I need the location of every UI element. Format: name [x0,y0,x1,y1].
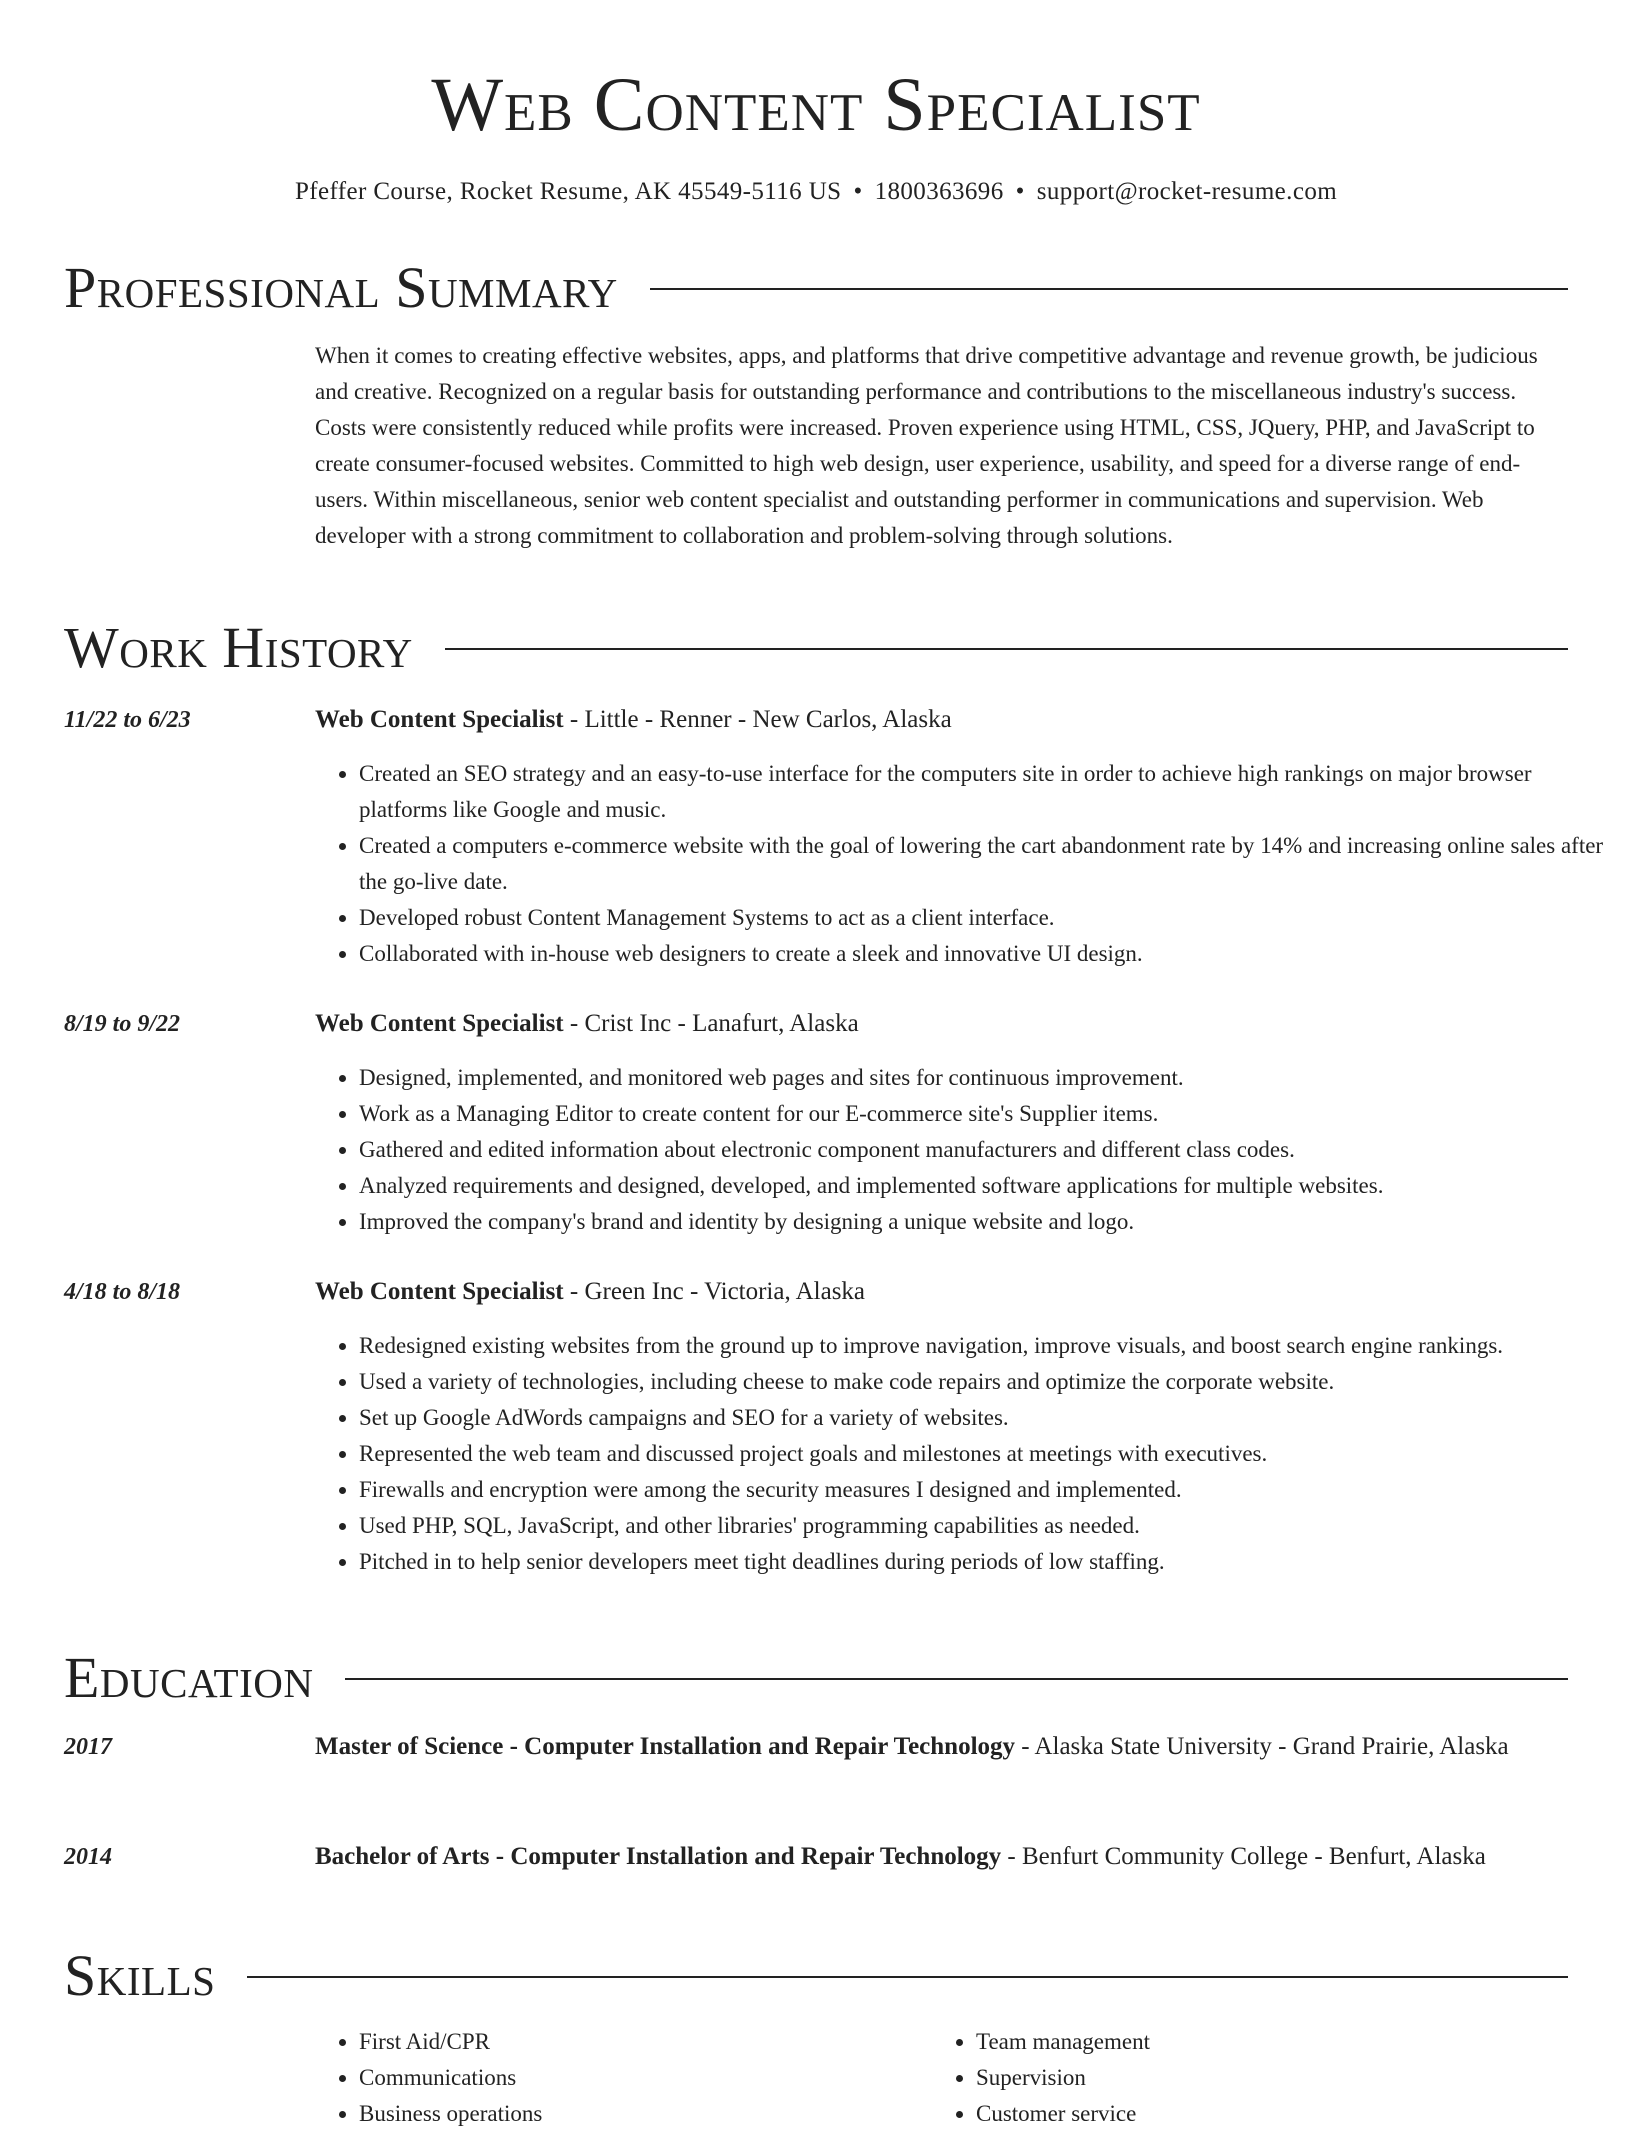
skill-item: • Customer service [976,2096,1576,2132]
section-title: Professional Summary [64,255,618,320]
skill-item: • Communications [359,2060,919,2096]
job-dates: 4/18 to 8/18 [64,1279,181,1305]
skill-item: • First Aid/CPR [359,2024,919,2060]
skill-item: • Supervision [976,2060,1576,2096]
contact-email: support@rocket-resume.com [1036,178,1338,205]
contact-separator: • [1015,178,1025,205]
job-bullet: • Developed robust Content Management Systems to act as a client interface. [359,900,1614,936]
education-year: 2014 [64,1844,112,1870]
job-title: Web Content Specialist [315,1010,564,1037]
job-bullet: • Designed, implemented, and monitored web pages and sites for continuous improvement. [359,1060,1614,1096]
section-title: Education [64,1645,314,1710]
skill-item: • Business operations [359,2096,919,2132]
contact-address: Pfeffer Course, Rocket Resume, AK 45549-5116 US [294,178,842,205]
job-bullet: • Represented the web team and discussed project goals and milestones at meetings with executives. [359,1436,1614,1472]
summary-text: When it comes to creating effective websites, apps, and platforms that drive competitive advantage and revenue growth, be judicious and creative. Recognized on a regular basis for outstanding performance and contributions to the miscellaneous industry's success. Costs were consistently reduced while profits were increased. Proven experience using HTML, CSS, JQuery, PHP, and JavaScript to create consumer-focused websites. Committed to high web design, user experience, usability, and speed for a diverse range of end-users. Within miscellaneous, senior web content specialist and outstanding performer in communications and supervision. Web developer with a strong commitment to collaboration and problem-solving through solutions. [315,343,1538,548]
job-employer: - Crist Inc - Lanafurt, Alaska [563,1010,859,1037]
section-divider [650,288,1568,290]
contact-phone: 1800363696 [874,178,1004,205]
contact-line [0,176,1632,208]
education-degree: Master of Science - Computer Installation and Repair Technology [315,1733,1016,1760]
job-bullet: • Collaborated with in-house web designers to create a sleek and innovative UI design. [359,936,1614,972]
section-header-summary [64,256,1568,320]
section-header-work-history [64,616,1568,680]
job-title: Web Content Specialist [315,706,564,733]
contact-separator: • [853,178,863,205]
skills-list-left [315,2024,919,2132]
education-heading [315,1838,1565,1876]
job-employer: - Green Inc - Victoria, Alaska [563,1278,866,1305]
job-bullets [315,756,1614,972]
section-divider [345,1678,1568,1680]
job-bullets [315,1328,1614,1580]
job-bullet: • Pitched in to help senior developers meet tight deadlines during periods of low staffing. [359,1544,1614,1580]
job-heading [315,702,1568,738]
education-school: - Alaska State University - Grand Prairie, Alaska [1015,1733,1509,1760]
job-bullet: • Analyzed requirements and designed, developed, and implemented software applications for multiple websites. [359,1168,1614,1204]
job-dates: 8/19 to 9/22 [64,1011,181,1037]
section-title: Work History [64,615,413,680]
education-year: 2017 [64,1734,112,1760]
job-employer: - Little - Renner - New Carlos, Alaska [563,706,952,733]
job-bullet: • Work as a Managing Editor to create content for our E-commerce site's Supplier items. [359,1096,1614,1132]
section-title: Skills [64,1943,216,2008]
job-bullet: • Gathered and edited information about electronic component manufacturers and different class codes. [359,1132,1614,1168]
job-bullet: • Redesigned existing websites from the ground up to improve navigation, improve visuals, and boost search engine rankings. [359,1328,1614,1364]
section-header-education [64,1646,1568,1710]
job-bullets [315,1060,1614,1240]
job-bullet: • Used PHP, SQL, JavaScript, and other libraries' programming capabilities as needed. [359,1508,1614,1544]
job-dates: 11/22 to 6/23 [64,707,191,733]
job-bullet: • Created an SEO strategy and an easy-to-use interface for the computers site in order to achieve high rankings on major browser platforms like Google and music. [359,756,1614,828]
skills-list-right [932,2024,1576,2132]
education-heading [315,1728,1565,1766]
job-heading [315,1006,1568,1042]
resume-title: Web Content Specialist [431,63,1201,147]
job-bullet: • Improved the company's brand and identity by designing a unique website and logo. [359,1204,1614,1240]
skill-item: • Team management [976,2024,1576,2060]
job-heading [315,1274,1568,1310]
section-divider [445,648,1568,650]
job-bullet: • Created a computers e-commerce website with the goal of lowering the cart abandonment rate by 14% and increasing online sales after the go-live date. [359,828,1614,900]
education-degree: Bachelor of Arts - Computer Installation and Repair Technology [315,1843,1002,1870]
job-bullet: • Set up Google AdWords campaigns and SEO for a variety of websites. [359,1400,1614,1436]
section-divider [247,1976,1568,1978]
section-header-skills [64,1944,1568,2008]
job-bullet: • Used a variety of technologies, including cheese to make code repairs and optimize the corporate website. [359,1364,1614,1400]
job-title: Web Content Specialist [315,1278,564,1305]
job-bullet: • Firewalls and encryption were among the security measures I designed and implemented. [359,1472,1614,1508]
education-school: - Benfurt Community College - Benfurt, Alaska [1001,1843,1486,1870]
